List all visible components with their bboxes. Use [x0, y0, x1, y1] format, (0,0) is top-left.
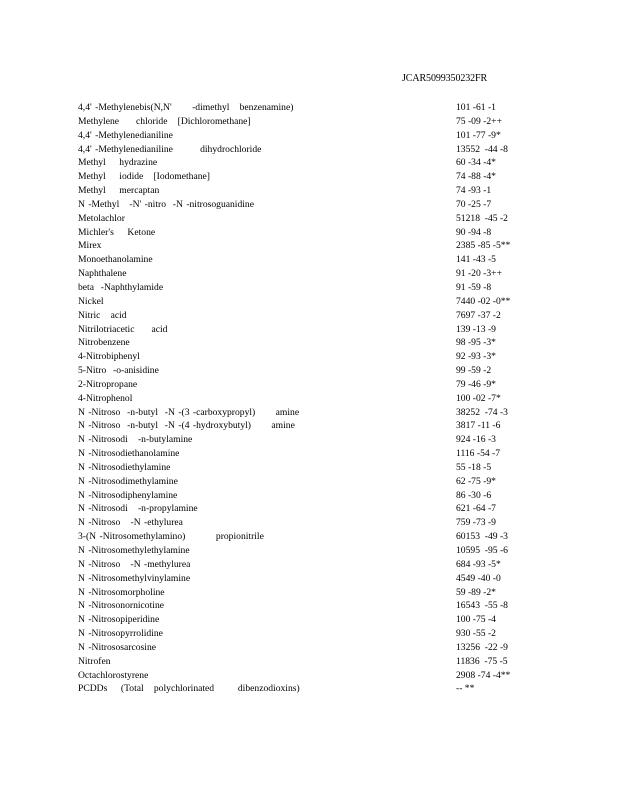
chemical-name: 4,4' -Methylenebis(N,N' -dimethyl benzenamine): [78, 102, 294, 113]
chemical-name: Nitric acid: [78, 309, 127, 321]
cas-number: 2385 -85 -5**: [456, 240, 511, 252]
list-item: [78, 101, 518, 115]
chemical-name: N -Nitrosopiperidine: [78, 614, 160, 626]
cas-number: 621 -64 -7: [456, 503, 496, 515]
list-item: [78, 613, 518, 627]
cas-number: 79 -46 -9*: [456, 378, 496, 390]
cas-number: 7440 -02 -0**: [456, 295, 511, 307]
list-item: [78, 599, 518, 613]
list-item: [78, 239, 518, 253]
list-item: [78, 226, 518, 240]
list-item: [78, 295, 518, 309]
list-item: [78, 406, 518, 420]
chemical-name: Metolachlor: [78, 212, 125, 224]
cas-number: 91 -59 -8: [456, 281, 492, 293]
list-item: [78, 267, 518, 281]
chemical-name: N -Nitrosodiethylamine: [78, 461, 171, 473]
chemical-name: Nitrofen: [78, 655, 111, 667]
list-item: [78, 475, 518, 489]
cas-number: 100 -75 -4: [456, 614, 496, 626]
cas-number: 2908 -74 -4**: [456, 669, 511, 681]
cas-number: 59 -89 -2*: [456, 586, 496, 598]
chemical-name: N -Methyl -N' -nitro -N -nitrosoguanidine: [78, 198, 254, 210]
cas-number: 3817 -11 -6: [456, 420, 501, 432]
list-item: [78, 461, 518, 475]
chemical-name: Monoethanolamine: [78, 254, 153, 266]
list-item: [78, 655, 518, 669]
list-item: [78, 170, 518, 184]
cas-number: 60153 -49 -3: [456, 531, 508, 543]
chemical-name: Mirex: [78, 240, 102, 252]
cas-number: 92 -93 -3*: [456, 351, 496, 363]
chemical-name: 5-Nitro -o-anisidine: [78, 365, 159, 377]
chemical-name: N -Nitroso -N -ethylurea: [78, 517, 183, 529]
list-item: [78, 115, 518, 129]
chemical-name: N -Nitrosomethylethylamine: [78, 545, 190, 556]
list-item: [78, 682, 518, 696]
cas-number: 90 -94 -8: [456, 226, 492, 238]
list-item: [78, 253, 518, 267]
chemical-name: Nitrobenzene: [78, 337, 130, 349]
list-item: [78, 489, 518, 503]
list-item: [78, 378, 518, 392]
cas-number: 13552 -44 -8: [456, 143, 508, 155]
chemical-name: PCDDs (Total polychlorinated dibenzodioxins): [78, 683, 300, 695]
cas-number: 100 -02 -7*: [456, 392, 501, 404]
chemical-name: N -Nitrososarcosine: [78, 641, 156, 653]
cas-number: 924 -16 -3: [456, 434, 496, 446]
chemical-name: N -Nitrosomethylvinylamine: [78, 572, 191, 584]
cas-number: 74 -93 -1: [456, 185, 492, 197]
chemical-name: 4,4' -Methylenedianiline dihydrochloride: [78, 143, 262, 155]
list-item: [78, 641, 518, 655]
list-item: [78, 669, 518, 683]
cas-number: 684 -93 -5*: [456, 558, 501, 570]
chemical-name: 3-(N -Nitrosomethylamino) propionitrile: [78, 531, 264, 543]
list-item: [78, 309, 518, 323]
chemical-name: 4,4' -Methylenedianiline: [78, 129, 173, 141]
chemical-name: Octachlorostyrene: [78, 669, 149, 681]
chemical-name: Methyl hydrazine: [78, 157, 158, 169]
chemical-name: N -Nitrosodimethylamine: [78, 475, 178, 487]
document-id: JCAR5099350232FR: [402, 73, 488, 84]
cas-number: 91 -20 -3++: [456, 268, 502, 280]
cas-number: 930 -55 -2: [456, 628, 496, 640]
cas-number: 74 -88 -4*: [456, 171, 496, 183]
chemical-name: N -Nitroso -n-butyl -N -(3 -carboxypropyl) amine: [78, 406, 300, 418]
list-item: [78, 184, 518, 198]
list-item: [78, 572, 518, 586]
cas-number: 75 -09 -2++: [456, 115, 502, 127]
chemical-name: N -Nitroso -n-butyl -N -(4 -hydroxybutyl) amine: [78, 420, 295, 432]
list-item: [78, 364, 518, 378]
cas-number: 11836 -75 -5: [456, 655, 508, 667]
list-item: [78, 433, 518, 447]
chemical-name: N -Nitrosodiethanolamine: [78, 448, 180, 460]
cas-number: 141 -43 -5: [456, 254, 496, 266]
cas-number: 51218 -45 -2: [456, 212, 508, 224]
cas-number: 60 -34 -4*: [456, 157, 496, 169]
chemical-name: Michler's Ketone: [78, 226, 156, 238]
chemical-name: N -Nitrosodi -n-propylamine: [78, 503, 198, 515]
cas-number: 16543 -55 -8: [456, 600, 508, 612]
cas-number: 759 -73 -9: [456, 517, 496, 529]
cas-number: 101 -61 -1: [456, 102, 496, 113]
chemical-name: Methylene chloride [Dichloromethane]: [78, 115, 251, 127]
chemical-name: Methyl mercaptan: [78, 185, 160, 197]
cas-number: -- **: [456, 683, 475, 695]
cas-number: 38252 -74 -3: [456, 406, 508, 418]
chemical-name: 4-Nitrobiphenyl: [78, 351, 140, 363]
cas-number: 70 -25 -7: [456, 198, 492, 210]
list-item: [78, 350, 518, 364]
list-item: [78, 143, 518, 157]
chemical-name: Naphthalene: [78, 268, 127, 280]
list-item: [78, 502, 518, 516]
list-item: [78, 129, 518, 143]
chemical-name: N -Nitrosomorpholine: [78, 586, 165, 598]
list-item: [78, 627, 518, 641]
chemical-name: Nitrilotriacetic acid: [78, 323, 168, 335]
cas-number: 139 -13 -9: [456, 323, 496, 335]
list-item: [78, 212, 518, 226]
chemical-name: 2-Nitropropane: [78, 378, 138, 390]
chemical-name: N -Nitrosodiphenylamine: [78, 489, 178, 501]
list-item: [78, 530, 518, 544]
cas-number: 101 -77 -9*: [456, 129, 501, 141]
list-item: [78, 419, 518, 433]
cas-number: 98 -95 -3*: [456, 337, 496, 349]
cas-number: 1116 -54 -7: [456, 448, 501, 460]
chemical-name: N -Nitrosopyrrolidine: [78, 628, 163, 640]
cas-number: 99 -59 -2: [456, 365, 492, 377]
list-item: [78, 336, 518, 350]
cas-number: 62 -75 -9*: [456, 475, 496, 487]
chemical-name: Methyl iodide [Iodomethane]: [78, 171, 210, 183]
cas-number: 13256 -22 -9: [456, 641, 508, 653]
cas-number: 55 -18 -5: [456, 461, 492, 473]
list-item: [78, 156, 518, 170]
chemical-name: beta -Naphthylamide: [78, 281, 164, 293]
cas-number: 86 -30 -6: [456, 489, 492, 501]
list-item: [78, 516, 518, 530]
cas-number: 10595 -95 -6: [456, 545, 508, 556]
chemical-list: [78, 101, 518, 696]
chemical-name: 4-Nitrophenol: [78, 392, 133, 404]
list-item: [78, 558, 518, 572]
list-item: [78, 544, 518, 558]
list-item: [78, 198, 518, 212]
chemical-name: N -Nitrosodi -n-butylamine: [78, 434, 193, 446]
list-item: [78, 323, 518, 337]
list-item: [78, 281, 518, 295]
chemical-name: N -Nitrosonornicotine: [78, 600, 164, 612]
list-item: [78, 447, 518, 461]
chemical-name: N -Nitroso -N -methylurea: [78, 558, 191, 570]
cas-number: 7697 -37 -2: [456, 309, 501, 321]
list-item: [78, 392, 518, 406]
chemical-name: Nickel: [78, 295, 104, 307]
list-item: [78, 586, 518, 600]
cas-number: 4549 -40 -0: [456, 572, 501, 584]
